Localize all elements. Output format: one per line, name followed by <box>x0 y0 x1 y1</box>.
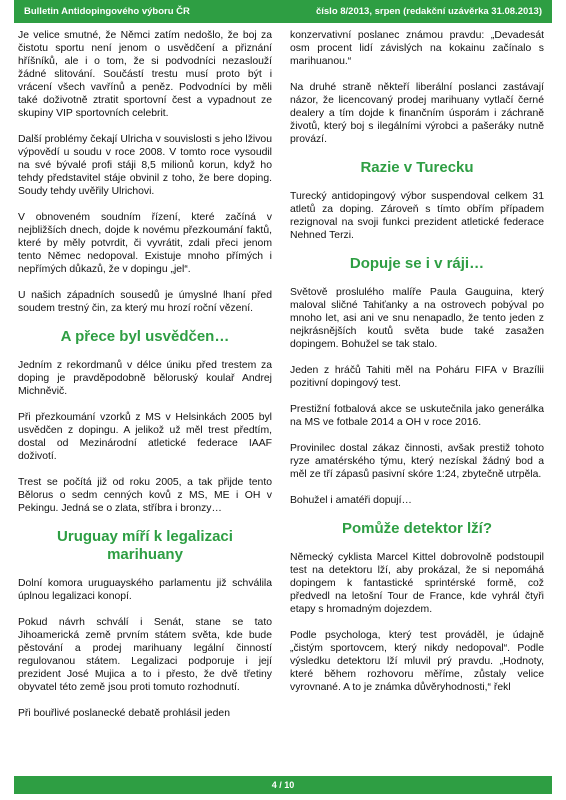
page-number: 4 / 10 <box>271 780 295 790</box>
bulletin-title: Bulletin Antidopingového výboru ČR <box>24 6 190 17</box>
paragraph: Dolní komora uruguayského parlamentu již schválila úplnou legalizaci konopí. <box>18 578 272 602</box>
paragraph: Provinilec dostal zákaz činnosti, avšak prestiž tohoto ryze amatérského týmu, který nezískal žádný bod a měl ze tří zápasů pasivní skóre 1:24, zbytečně utrpěla. <box>290 443 544 480</box>
paragraph: V obnoveném soudním řízení, které začíná v nejbližších dnech, dojde k novému přezkoumání faktů, které by měly potvrdit, či vyvrátit, zdali přeci jenom tento Němec nedopoval. Existuje mnoho přímých i nepřímých důkazů, že v dopingu „jel“. <box>18 212 272 275</box>
paragraph: Bohužel i amatéři dopují… <box>290 495 412 506</box>
paragraph: Při bouřlivé poslanecké debatě prohlásil jeden <box>18 708 230 719</box>
paragraph: Podle psychologa, který test prováděl, je údajně „čistým sportovcem, který nikdy nedopoval“. Podle výsledku detektoru lží mluvil prý pravdu. „Hodnoty, které během rozhovoru měříme, zůstaly velice vyrovnané. A to je známka důvěryhodnosti,“ řekl <box>290 630 544 693</box>
paragraph: Německý cyklista Marcel Kittel dobrovolně podstoupil test na detektoru lží, aby prokázal, že si nepomáhá dopingem k fantastické sprintérské formě, což předvedl na letošní Tour de France, kde vyhrál čtyři etapy s hromadným dojezdem. <box>290 552 544 615</box>
issue-info: číslo 8/2013, srpen (redakční uzávěrka 31.08.2013) <box>315 6 542 17</box>
paragraph: Další problémy čekají Ulricha v souvislosti s jeho lživou výpovědí u soudu v roce 2008. V tomto roce vysoudil na své bývalé profi stáji 8,5 milionů korun, když ho tehdy představitel stáje obvinil z toho, že bere doping. Soudy tehdy uvěřily Ulrichovi. <box>18 134 272 197</box>
paragraph: U našich západních sousedů je úmyslné lhaní před soudem trestný čin, za který mu hrozí roční vězení. <box>18 290 272 314</box>
bulletin-header <box>14 0 552 23</box>
paragraph: Trest se počítá již od roku 2005, a tak přijde tento Bělorus o sedm cenných kovů z MS, ME i OH v Pekingu. Jedná se o zlata, stříbra i bronzy… <box>18 477 272 514</box>
section-heading: Pomůže detektor lží? <box>341 520 493 537</box>
page-footer <box>14 776 552 794</box>
paragraph: Prestižní fotbalová akce se uskutečnila jako generálka na MS ve fotbale 2014 a OH v roce 2016. <box>290 404 544 428</box>
section-heading: Razie v Turecku <box>360 159 474 176</box>
paragraph: Při přezkoumání vzorků z MS v Helsinkách 2005 byl usvědčen z dopingu. A jelikož už měl trest předtím, dostal od Mezinárodní atletické federace IAAF doživotí. <box>18 412 272 462</box>
page-content <box>18 29 548 765</box>
paragraph: Světově proslulého malíře Paula Gauguina, který maloval sličné Tahiťanky a na ostrovech pobýval po mnoho let, asi ani ve snu nenapadlo, že tento jeden z nejkrásnějších koutů světa bude také zasažen dopingem. Bohužel se tak stalo. <box>290 287 544 350</box>
section-heading: A přece byl usvědčen… <box>60 328 230 345</box>
paragraph: konzervativní poslanec známou pravdu: „Devadesát osm procent lidí závislých na kokainu začínalo s marihuanou.“ <box>290 30 544 67</box>
right-column <box>290 29 544 707</box>
paragraph: Jedním z rekordmanů v délce úniku před trestem za doping je pravděpodobně běloruský koulař Andrej Michněvič. <box>18 360 272 397</box>
paragraph: Na druhé straně někteří liberální poslanci zastávají názor, že licencovaný prodej marihuany vytlačí černé dealery a tím dojde k finančním úsporám i záchraně životů, který boj s ilegálními výrobci a pašeráky nutně provází. <box>290 82 544 145</box>
left-column <box>18 29 272 733</box>
paragraph: Pokud návrh schválí i Senát, stane se tato Jihoamerická země prvním státem světa, kde bude pěstování a prodej marihuany legální činností regulovanou státem. Legalizaci podporuje i její prezident José Mujica a to i přesto, že dvě třetiny obyvatel této země jsou proti tomuto rozhodnutí. <box>18 617 272 693</box>
paragraph: Je velice smutné, že Němci zatím nedošlo, že boj za čistotu sportu není jenom o usvědčení a přiznání hříšníků, ale i o tom, že si podvodníci nezaslouží žádné slitování. Součástí trestu musí proto být i vrácení všech vavřínů a peněz. Podvodníci by měli také doživotně ztratit sportovní čest a vypadnout ze skupiny VIP sportovních celebrit. <box>18 30 272 119</box>
section-heading: Uruguay míří k legalizaci marihuany <box>57 528 233 563</box>
paragraph: Turecký antidopingový výbor suspendoval celkem 31 atletů za doping. Zároveň s tímto obřím případem rezignoval na svoji funkci prezident atletické federace Nehned Terzi. <box>290 191 544 241</box>
paragraph: Jeden z hráčů Tahiti měl na Poháru FIFA v Brazílii pozitivní dopingový test. <box>290 365 544 389</box>
section-heading: Dopuje se i v ráji… <box>349 255 485 272</box>
